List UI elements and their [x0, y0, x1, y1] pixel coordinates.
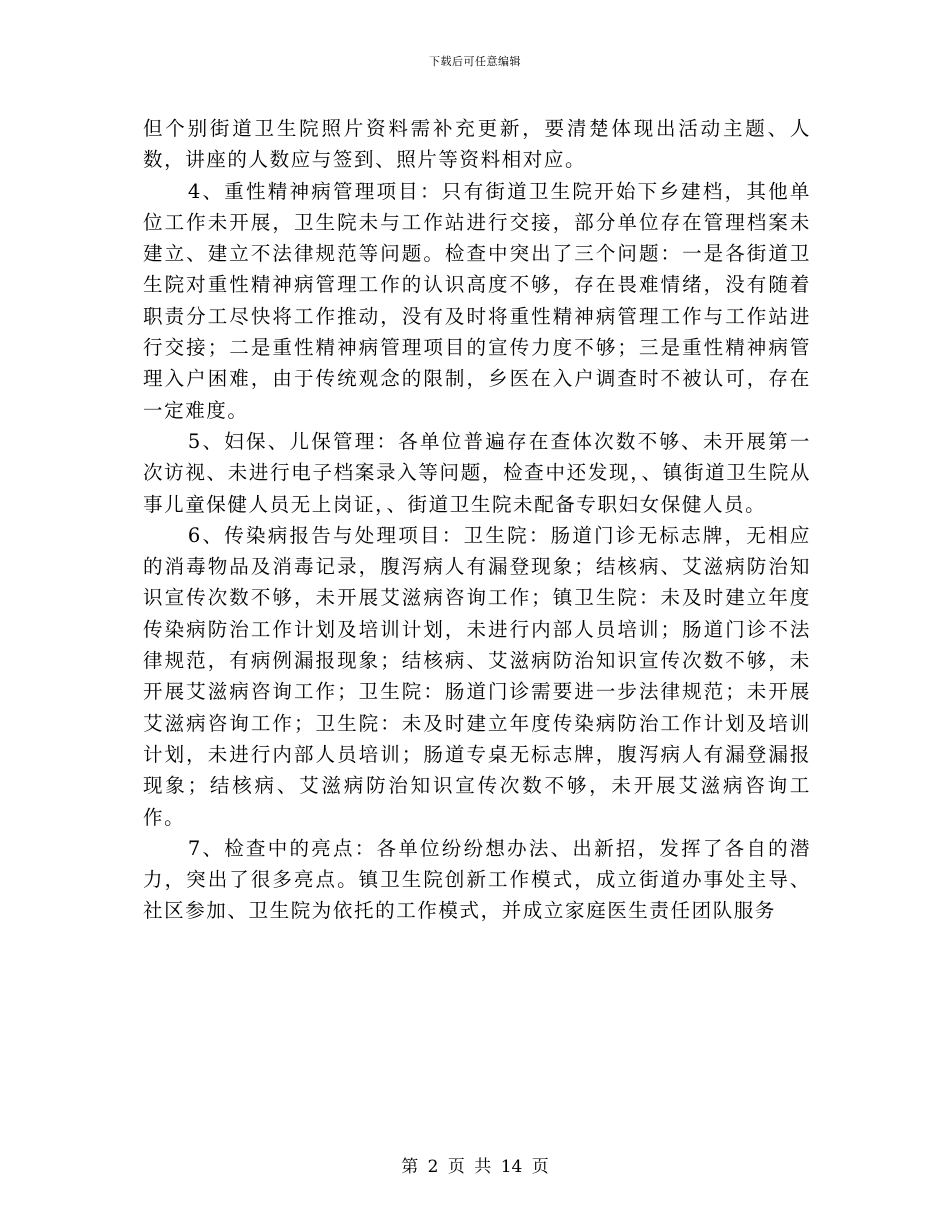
paragraph-continued: 但个别街道卫生院照片资料需补充更新，要清楚体现出活动主题、人数，讲座的人数应与签到、照片等资料相对应。 — [143, 117, 811, 172]
document-body — [143, 113, 811, 927]
paragraph-maternal-child-care: 5、妇保、儿保管理：各单位普遍存在查体次数不够、未开展第一次访视、未进行电子档案录入等问题，检查中还发现，、镇街道卫生院从事儿童保健人员无上岗证，、街道卫生院未配备专职妇女保健人员。 — [143, 429, 811, 516]
page-number-footer: 第 2 页 共 14 页 — [401, 1157, 549, 1177]
paragraph-highlights: 7、检查中的亮点：各单位纷纷想办法、出新招，发挥了各自的潜力，突出了很多亮点。镇卫生院创新工作模式，成立街道办事处主导、社区参加、卫生院为依托的工作模式，并成立家庭医生责任团队服务 — [143, 836, 811, 923]
page-header-note: 下载后可任意编辑 — [429, 55, 521, 68]
paragraph-infectious-disease: 6、传染病报告与处理项目：卫生院：肠道门诊无标志牌，无相应的消毒物品及消毒记录，腹泻病人有漏登现象；结核病、艾滋病防治知识宣传次数不够，未开展艾滋病咨询工作；镇卫生院：未及时建立年度传染病防治工作计划及培训计划，未进行内部人员培训；肠道门诊不法律规范，有病例漏报现象；结核病、艾滋病防治知识宣传次数不够，未开展艾滋病咨询工作；卫生院：肠道门诊需要进一步法律规范；未开展艾滋病咨询工作；卫生院：未及时建立年度传染病防治工作计划及培训计划，未进行内部人员培训；肠道专桌无标志牌，腹泻病人有漏登漏报现象；结核病、艾滋病防治知识宣传次数不够，未开展艾滋病咨询工作。 — [143, 523, 811, 829]
paragraph-mental-health: 4、重性精神病管理项目：只有街道卫生院开始下乡建档，其他单位工作未开展，卫生院未与工作站进行交接，部分单位存在管理档案未建立、建立不法律规范等问题。检查中突出了三个问题：一是各街道卫生院对重性精神病管理工作的认识高度不够，存在畏难情绪，没有随着职责分工尽快将工作推动，没有及时将重性精神病管理工作与工作站进行交接；二是重性精神病管理项目的宣传力度不够；三是重性精神病管理入户困难，由于传统观念的限制，乡医在入户调查时不被认可，存在一定难度。 — [143, 179, 811, 422]
